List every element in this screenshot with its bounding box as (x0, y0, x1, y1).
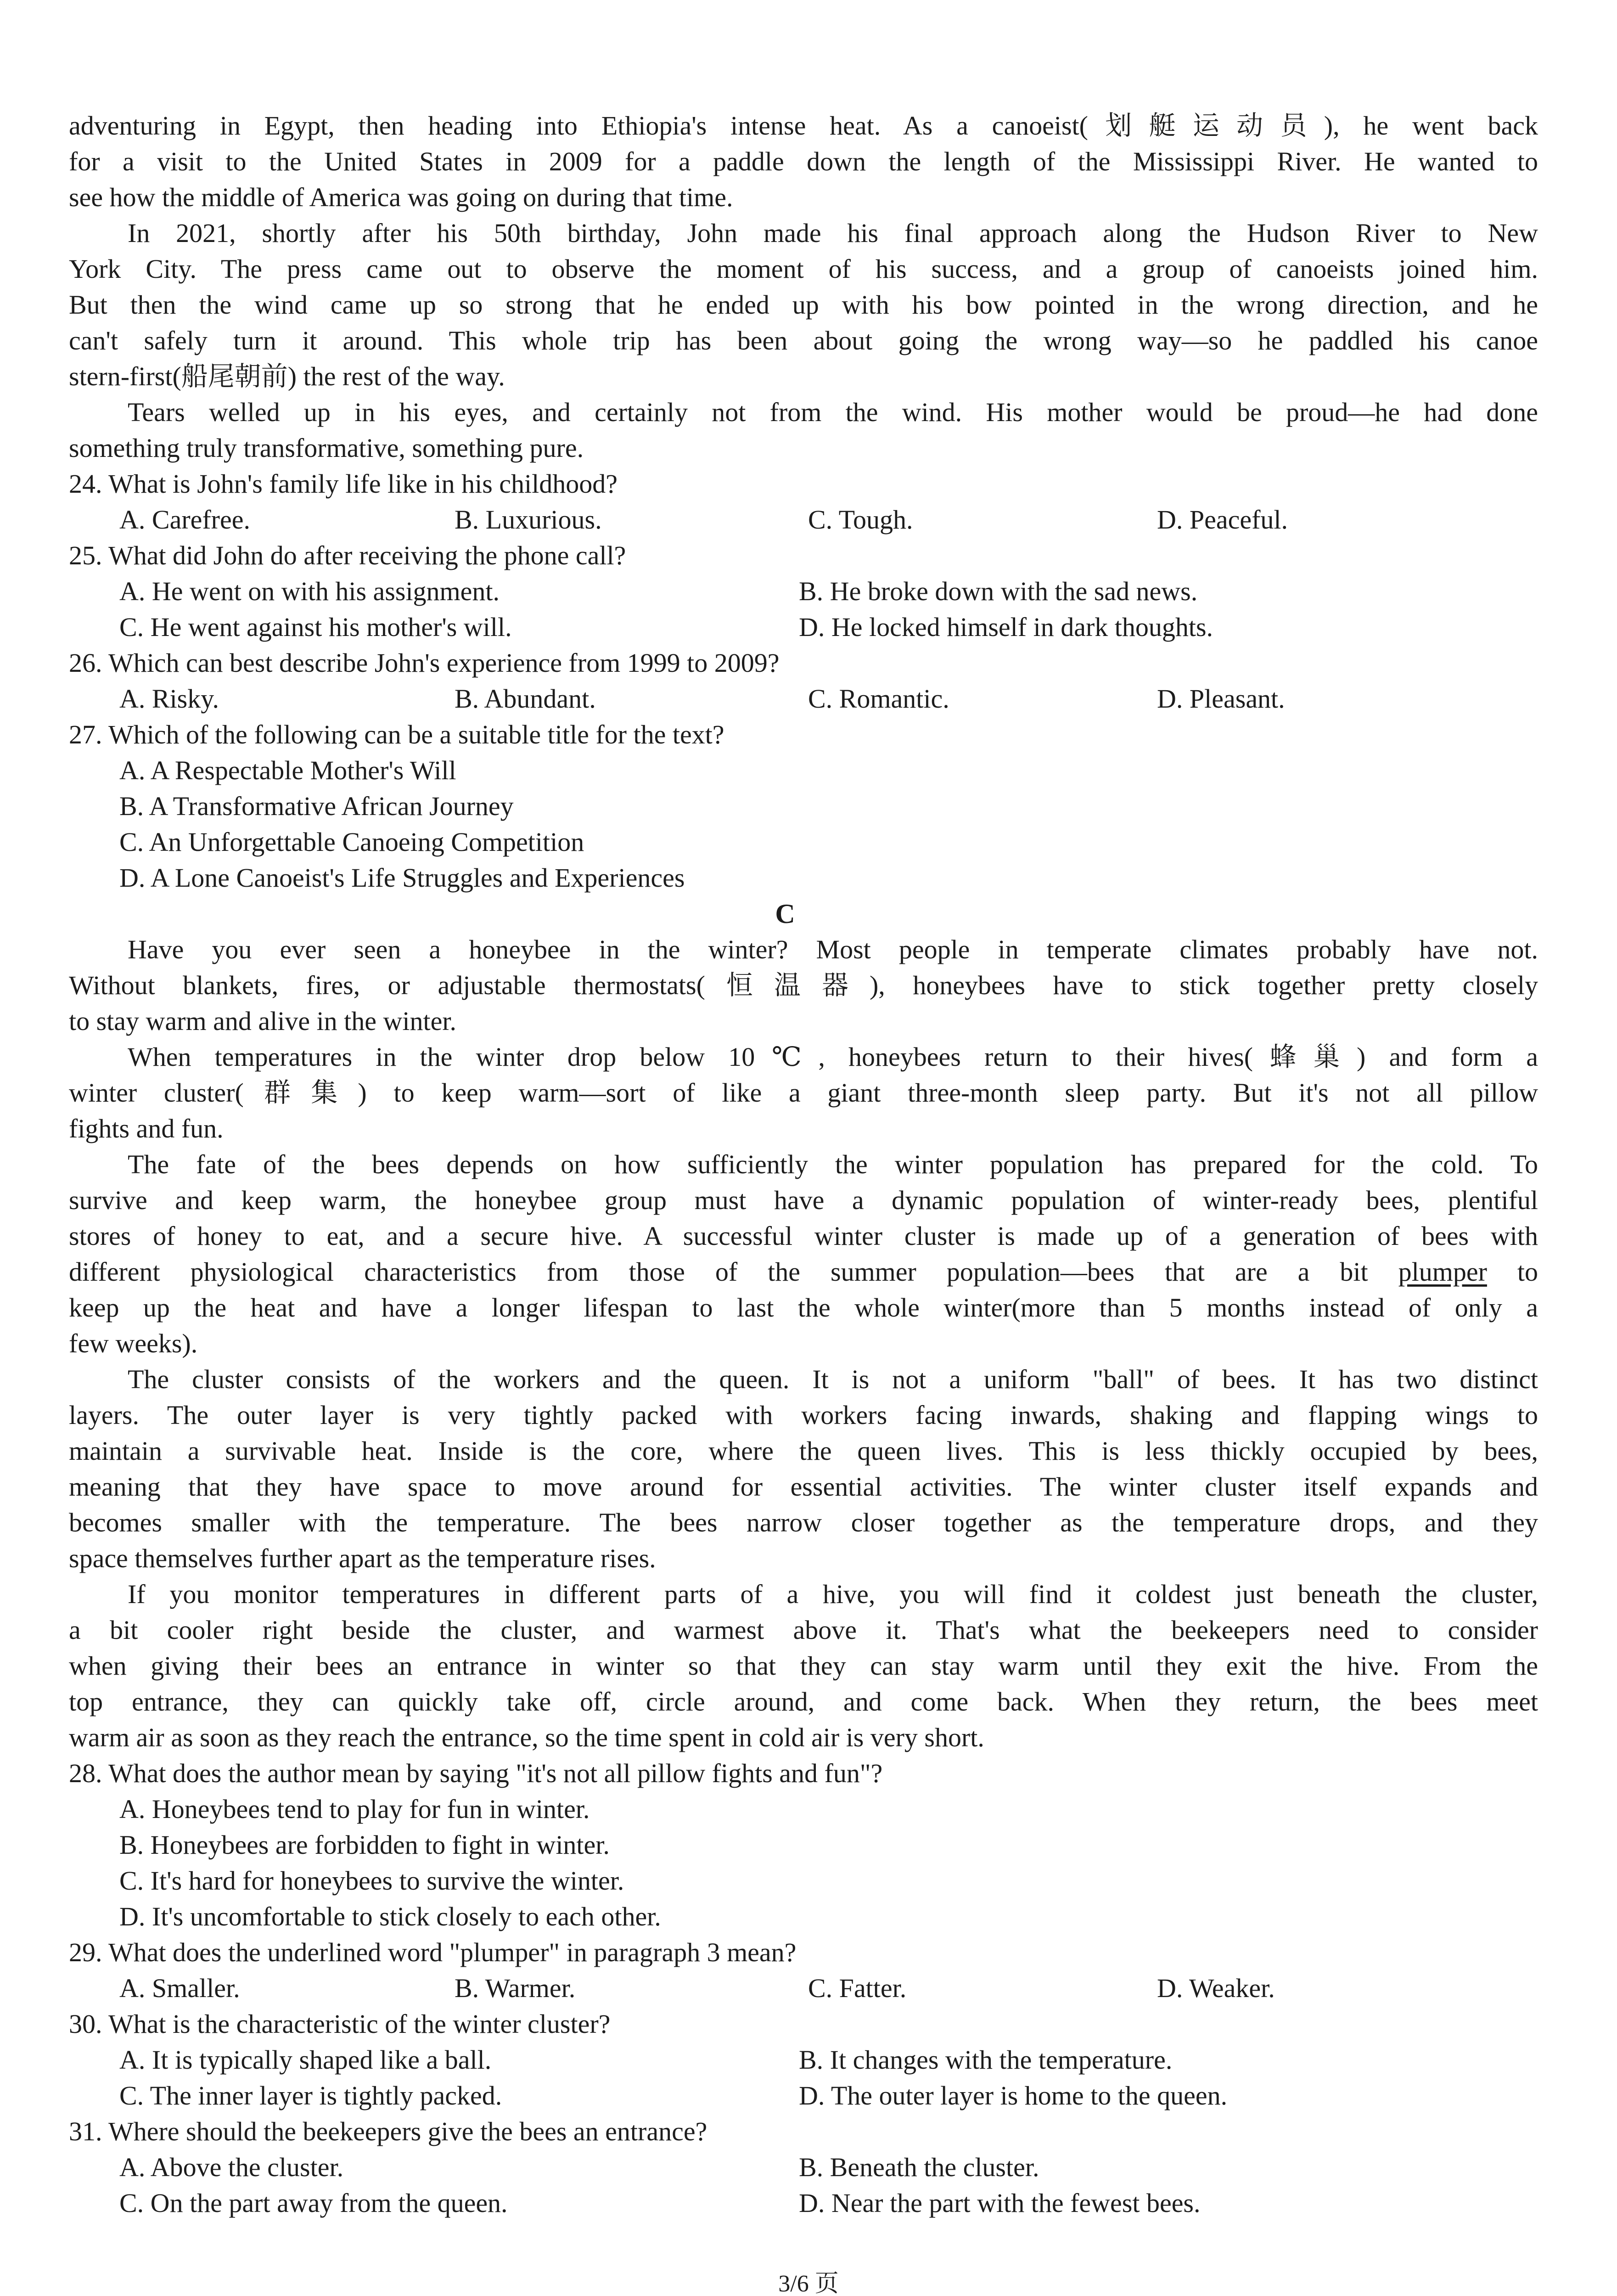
question-24-stem: 24. What is John's family life like in his childhood? (69, 469, 618, 499)
passage-line: adventuring in Egypt, then heading into Ethiopia's intense heat. As a canoeist(划艇运动员), he went back (69, 111, 1538, 141)
option-c[interactable]: C. Romantic. (808, 684, 949, 714)
option-c[interactable]: C. It's hard for honeybees to survive the winter. (119, 1866, 624, 1896)
question-30-options (69, 2042, 1538, 2078)
option-d[interactable]: D. Peaceful. (1157, 505, 1288, 535)
passage-line (69, 1254, 1538, 1290)
passage-line: space themselves further apart as the temperature rises. (69, 1543, 656, 1573)
option-d[interactable]: D. The outer layer is home to the queen. (799, 2081, 1228, 2110)
question-29-stem: 29. What does the underlined word "plumper" in paragraph 3 mean? (69, 1937, 797, 1967)
passage-line: If you monitor temperatures in different parts of a hive, you will find it coldest just beneath the cluster, (128, 1579, 1538, 1609)
option-b[interactable]: B. A Transformative African Journey (119, 791, 514, 821)
question-31-options (69, 2150, 1538, 2185)
underlined-word: plumper (1398, 1257, 1487, 1287)
option-a[interactable]: A. He went on with his assignment. (119, 576, 500, 606)
option-b[interactable]: B. Beneath the cluster. (799, 2152, 1039, 2182)
option-d[interactable]: D. It's uncomfortable to stick closely to each other. (119, 1902, 661, 1931)
passage-line: stores of honey to eat, and a secure hive. A successful winter cluster is made up of a generation of bees with (69, 1221, 1538, 1251)
option-a[interactable]: A. It is typically shaped like a ball. (119, 2045, 492, 2075)
page-number: 3/6 页 (778, 2271, 839, 2296)
question-29-options (69, 1970, 1538, 2006)
passage-line: warm air as soon as they reach the entrance, so the time spent in cold air is very short. (69, 1722, 984, 1752)
option-a[interactable]: A. Smaller. (119, 1973, 240, 2003)
question-26-stem: 26. Which can best describe John's experience from 1999 to 2009? (69, 648, 780, 678)
option-b[interactable]: B. Warmer. (455, 1973, 576, 2003)
passage-line: survive and keep warm, the honeybee group must have a dynamic population of winter-ready bees, plentiful (69, 1185, 1538, 1215)
passage-line: Tears welled up in his eyes, and certainly not from the wind. His mother would be proud—he had done (128, 397, 1538, 427)
option-c[interactable]: C. The inner layer is tightly packed. (119, 2081, 502, 2110)
passage-line: maintain a survivable heat. Inside is the core, where the queen lives. This is less thickly occupied by bees, (69, 1436, 1538, 1466)
option-c[interactable]: C. Fatter. (808, 1973, 907, 2003)
passage-line: for a visit to the United States in 2009 for a paddle down the length of the Mississippi River. He wanted to (69, 146, 1538, 176)
passage-line: when giving their bees an entrance in winter so that they can stay warm until they exit the hive. From the (69, 1651, 1538, 1681)
option-d[interactable]: D. Weaker. (1157, 1973, 1275, 2003)
option-c[interactable]: C. He went against his mother's will. (119, 612, 512, 642)
passage-line: few weeks). (69, 1328, 198, 1358)
option-c[interactable]: C. Tough. (808, 505, 913, 535)
section-heading: C (775, 899, 795, 929)
passage-c-text (69, 932, 1538, 1756)
option-b[interactable]: B. He broke down with the sad news. (799, 576, 1198, 606)
option-a[interactable]: A. Honeybees tend to play for fun in winter. (119, 1794, 590, 1824)
option-d[interactable]: D. Near the part with the fewest bees. (799, 2188, 1201, 2218)
option-d[interactable]: D. Pleasant. (1157, 684, 1285, 714)
passage-line: something truly transformative, something pure. (69, 433, 584, 463)
option-d[interactable]: D. A Lone Canoeist's Life Struggles and Experiences (119, 863, 685, 893)
passage-text: to (1517, 1257, 1538, 1287)
passage-line: becomes smaller with the temperature. The bees narrow closer together as the temperature drops, and they (69, 1508, 1538, 1537)
question-30-stem: 30. What is the characteristic of the winter cluster? (69, 2009, 611, 2039)
passage-line: When temperatures in the winter drop below 10℃, honeybees return to their hives(蜂巢) and form a (128, 1042, 1538, 1072)
passage-line: see how the middle of America was going on during that time. (69, 182, 733, 212)
passage-b-text (69, 108, 1538, 466)
question-30-options (69, 2078, 1538, 2114)
passage-line: Without blankets, fires, or adjustable thermostats(恒温器), honeybees have to stick together pretty closely (69, 970, 1538, 1000)
passage-line: stern-first(船尾朝前) the rest of the way. (69, 361, 505, 391)
question-31-stem: 31. Where should the beekeepers give the bees an entrance? (69, 2116, 707, 2146)
option-a[interactable]: A. Risky. (119, 684, 219, 714)
passage-line: a bit cooler right beside the cluster, and warmest above it. That's what the beekeepers need to consider (69, 1615, 1538, 1645)
passage-text: different physiological characteristics from those of the summer population—bees that are a bit (69, 1257, 1368, 1287)
option-a[interactable]: A. Carefree. (119, 505, 250, 535)
passage-line: winter cluster(群集) to keep warm—sort of like a giant three-month sleep party. But it's not all pillow (69, 1078, 1538, 1108)
option-c[interactable]: C. On the part away from the queen. (119, 2188, 508, 2218)
option-b[interactable]: B. Luxurious. (455, 505, 602, 535)
option-a[interactable]: A. A Respectable Mother's Will (119, 755, 456, 785)
question-25-stem: 25. What did John do after receiving the phone call? (69, 540, 626, 570)
passage-line: to stay warm and alive in the winter. (69, 1006, 457, 1036)
exam-page (69, 108, 1538, 2221)
option-b[interactable]: B. Abundant. (455, 684, 596, 714)
passage-line: top entrance, they can quickly take off, circle around, and come back. When they return, the bees meet (69, 1687, 1538, 1716)
passage-line: fights and fun. (69, 1114, 224, 1143)
option-b[interactable]: B. Honeybees are forbidden to fight in winter. (119, 1830, 610, 1860)
option-a[interactable]: A. Above the cluster. (119, 2152, 344, 2182)
passage-line: In 2021, shortly after his 50th birthday, John made his final approach along the Hudson River to New (128, 218, 1538, 248)
option-b[interactable]: B. It changes with the temperature. (799, 2045, 1173, 2075)
passage-line: can't safely turn it around. This whole trip has been about going the wrong way—so he paddled his canoe (69, 326, 1538, 355)
passage-line: meaning that they have space to move around for essential activities. The winter cluster itself expands and (69, 1472, 1538, 1502)
passage-line: The cluster consists of the workers and the queen. It is not a uniform "ball" of bees. It has two distinct (128, 1364, 1538, 1394)
passage-line: layers. The outer layer is very tightly packed with workers facing inwards, shaking and flapping wings to (69, 1400, 1538, 1430)
passage-line: The fate of the bees depends on how sufficiently the winter population has prepared for the cold. To (128, 1149, 1538, 1179)
passage-line: York City. The press came out to observe the moment of his success, and a group of canoeists joined him. (69, 254, 1538, 284)
option-c[interactable]: C. An Unforgettable Canoeing Competition (119, 827, 584, 857)
question-25-options (69, 574, 1538, 609)
question-25-options (69, 609, 1538, 645)
question-26-options (69, 681, 1538, 717)
passage-line: But then the wind came up so strong that he ended up with his bow pointed in the wrong direction, and he (69, 290, 1538, 320)
question-24-options (69, 502, 1538, 538)
passage-line: keep up the heat and have a longer lifespan to last the whole winter(more than 5 months instead of only a (69, 1293, 1538, 1322)
option-d[interactable]: D. He locked himself in dark thoughts. (799, 612, 1213, 642)
question-31-options (69, 2185, 1538, 2221)
question-27-stem: 27. Which of the following can be a suitable title for the text? (69, 720, 724, 749)
question-28-stem: 28. What does the author mean by saying "it's not all pillow fights and fun"? (69, 1758, 883, 1788)
passage-line: Have you ever seen a honeybee in the winter? Most people in temperate climates probably have not. (128, 934, 1538, 964)
